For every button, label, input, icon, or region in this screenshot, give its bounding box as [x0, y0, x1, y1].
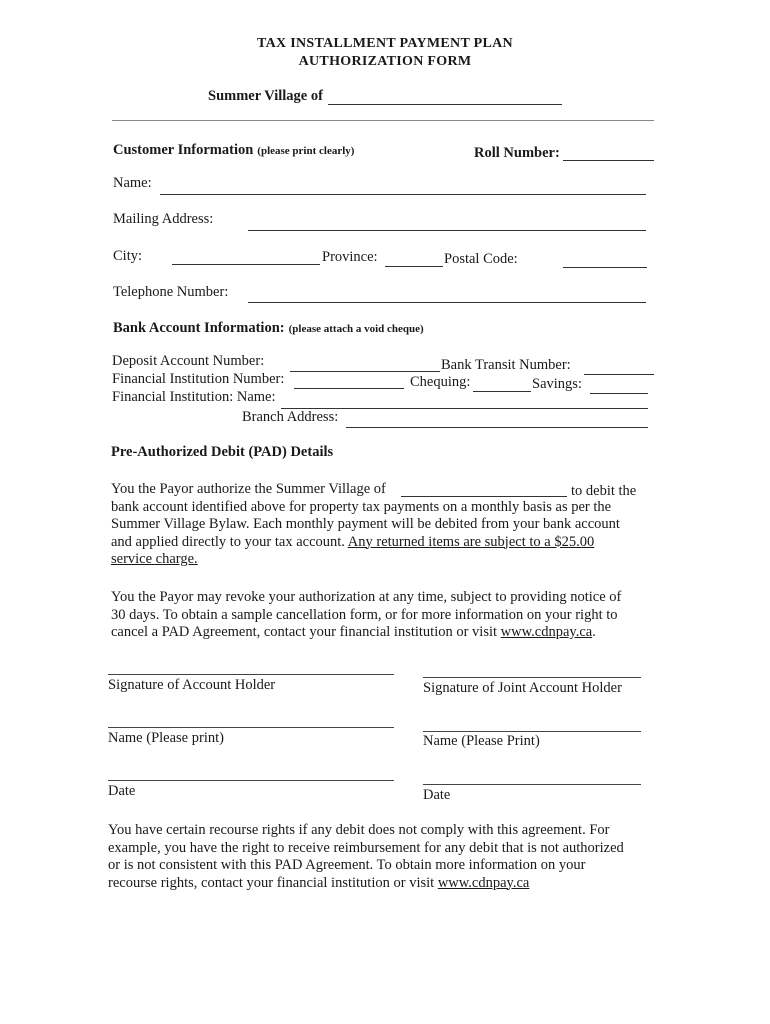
pad-p1-line5: service charge.: [111, 551, 198, 567]
recourse-paragraph: [108, 822, 658, 892]
city-field[interactable]: [172, 264, 320, 265]
branch-address-field[interactable]: [346, 427, 648, 428]
service-charge-note: Any returned items are subject to a $25.00: [347, 533, 595, 550]
customer-heading-text: Customer Information: [113, 142, 254, 158]
date-left-label: Date: [108, 783, 136, 799]
bank-heading: [113, 319, 424, 337]
recourse-line4: [108, 875, 658, 893]
mailing-address-label: Mailing Address:: [113, 211, 214, 227]
bank-transit-label: Bank Transit Number:: [441, 357, 571, 373]
bank-heading-text: Bank Account Information:: [113, 320, 285, 336]
institution-number-field[interactable]: [294, 388, 404, 389]
chequing-field[interactable]: [473, 391, 531, 392]
postal-code-label: Postal Code:: [444, 251, 518, 267]
recourse-line2: example, you have the right to receive reimbursement for any debit that is not authorized: [108, 839, 624, 856]
pad-p1-line4-text: and applied directly to your tax account.: [111, 533, 345, 550]
branch-address-label: Branch Address:: [242, 409, 339, 425]
city-label: City:: [113, 248, 143, 264]
telephone-field[interactable]: [248, 302, 646, 303]
name-print-left-line[interactable]: [108, 727, 394, 728]
form-title-line2: AUTHORIZATION FORM: [298, 54, 472, 69]
chequing-label: Chequing:: [410, 374, 471, 390]
pad-p1-line4: [111, 534, 651, 552]
pad-p1-line2: bank account identified above for property tax payments on a monthly basis as per the: [111, 498, 612, 515]
cdnpay-link-2[interactable]: www.cdnpay.ca: [437, 874, 530, 891]
roll-number-field[interactable]: [563, 160, 654, 161]
date-left-line[interactable]: [108, 780, 394, 781]
pad-p1-line1: [111, 481, 651, 499]
village-label: Summer Village of: [208, 88, 323, 104]
pad-paragraph-1: [111, 481, 651, 569]
name-print-right-line[interactable]: [423, 731, 641, 732]
customer-heading-note: (please print clearly): [257, 145, 355, 157]
header-divider: [112, 120, 654, 121]
pad-p1-text-a: You the Payor authorize the Summer Village of: [111, 481, 386, 497]
pad-p2-period: .: [592, 624, 596, 640]
province-label: Province:: [322, 249, 378, 265]
pad-p1-text-b: to debit the: [571, 483, 637, 499]
deposit-account-label: Deposit Account Number:: [112, 353, 265, 369]
signature-joint-label: Signature of Joint Account Holder: [423, 680, 622, 696]
institution-number-label: Financial Institution Number:: [112, 371, 285, 387]
bank-transit-field[interactable]: [584, 374, 654, 375]
customer-heading: [113, 141, 354, 159]
form-title-line1: TAX INSTALLMENT PAYMENT PLAN: [257, 36, 513, 51]
postal-code-field[interactable]: [563, 267, 647, 268]
roll-number-label: Roll Number:: [474, 145, 560, 161]
pad-p1-line3: Summer Village Bylaw. Each monthly payment will be debited from your bank account: [111, 516, 620, 532]
savings-field[interactable]: [590, 393, 648, 394]
name-print-left-label: Name (Please print): [108, 730, 224, 746]
date-right-line[interactable]: [423, 784, 641, 785]
pad-village-field[interactable]: [401, 496, 567, 497]
bank-heading-note: (please attach a void cheque): [288, 323, 424, 335]
recourse-line4-text: recourse rights, contact your financial institution or visit: [108, 874, 435, 891]
pad-heading: Pre-Authorized Debit (PAD) Details: [111, 444, 334, 460]
pad-p2-line3: [111, 624, 656, 642]
province-field[interactable]: [385, 266, 443, 267]
recourse-line3: or is not consistent with this PAD Agreement. To obtain more information on your: [108, 857, 586, 873]
deposit-account-field[interactable]: [290, 371, 440, 372]
pad-paragraph-2: [111, 589, 656, 642]
name-label: Name:: [113, 175, 152, 191]
pad-p2-line1: You the Payor may revoke your authorization at any time, subject to providing notice of: [111, 589, 622, 605]
signature-holder-line[interactable]: [108, 674, 394, 675]
name-print-right-label: Name (Please Print): [423, 733, 540, 749]
pad-p2-line2: 30 days. To obtain a sample cancellation form, or for more information on your right to: [111, 606, 618, 623]
telephone-label: Telephone Number:: [113, 284, 229, 300]
mailing-address-field[interactable]: [248, 230, 646, 231]
cdnpay-link-1[interactable]: www.cdnpay.ca: [500, 624, 593, 640]
name-field[interactable]: [160, 194, 646, 195]
signature-holder-label: Signature of Account Holder: [108, 677, 276, 693]
recourse-line1: You have certain recourse rights if any debit does not comply with this agreement. For: [108, 822, 610, 838]
village-input-line[interactable]: [328, 104, 562, 105]
pad-p2-line3-text: cancel a PAD Agreement, contact your financial institution or visit: [111, 624, 498, 640]
signature-joint-line[interactable]: [423, 677, 641, 678]
date-right-label: Date: [423, 787, 451, 803]
institution-name-label: Financial Institution: Name:: [112, 389, 276, 405]
savings-label: Savings:: [532, 376, 582, 392]
